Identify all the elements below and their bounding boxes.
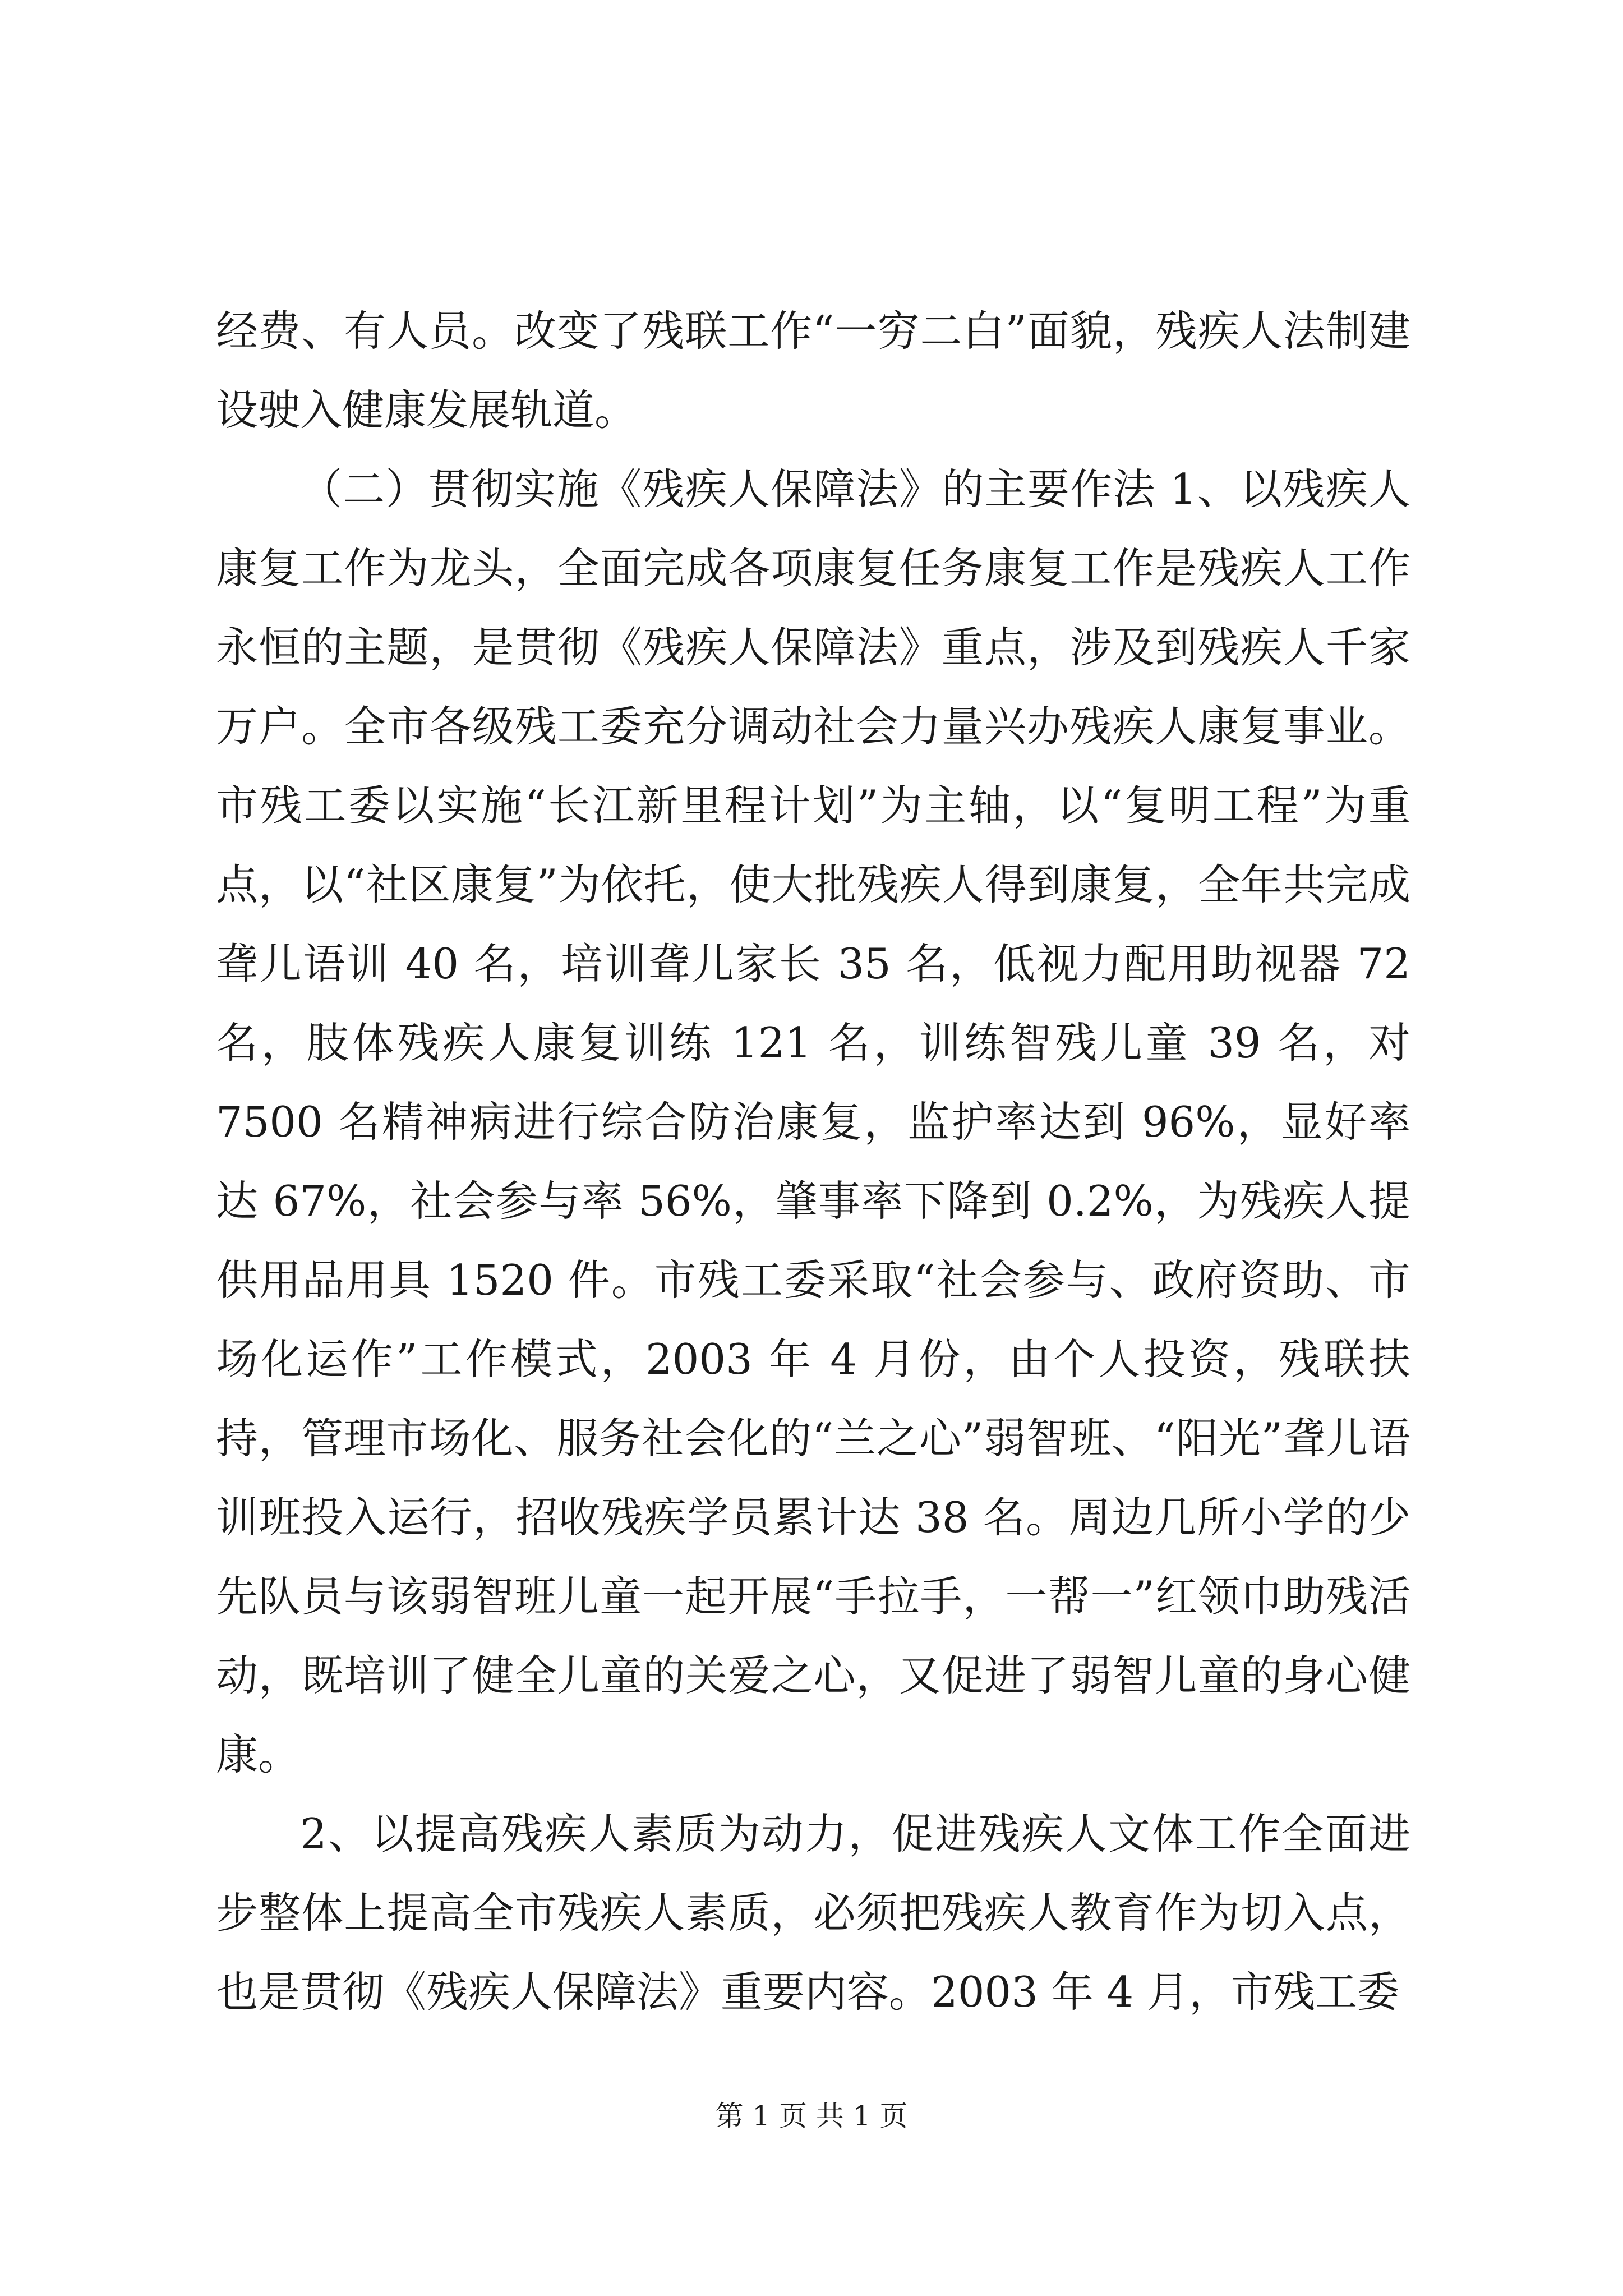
paragraph-quality: 2、以提高残疾人素质为动力，促进残疾人文体工作全面进步整体上提高全市残疾人素质，必须把残疾人教育作为切入点，也是贯彻《残疾人保障法》重要内容。2003 年 4 月，市残工委 xyxy=(216,1809,1410,2017)
page-footer: 第 1 页 共 1 页 xyxy=(715,2100,908,2132)
paragraph-implementation: （二）贯彻实施《残疾人保障法》的主要作法 1、以残疾人康复工作为龙头，全面完成各项康复任务康复工作是残疾人工作永恒的主题，是贯彻《残疾人保障法》重点，涉及到残疾人千家万户。全市各级残工委充分调动社会力量兴办残疾人康复事业。市残工委以实施“长江新里程计划”为主轴，以“复明工程”为重点，以“社区康复”为依托，使大批残疾人得到康复，全年共完成聋儿语训 40 名，培训聋儿家长 35 名，低视力配用助视器 72 名，肢体残疾人康复训练 121 名，训练智残儿童 39 名，对 7500 名精神病进行综合防治康复，监护率达到 96%，显好率达 67%，社会参与率 56%，肇事率下降到 0.2%，为残疾人提供用品用具 1520 件。市残工委采取“社会参与、政府资助、市场化运作”工作模式，2003 年 4 月份，由个人投资，残联扶持，管理市场化、服务社会化的“兰之心”弱智班、“阳光”聋儿语训班投入运行，招收残疾学员累计达 38 名。周边几所小学的少先队员与该弱智班儿童一起开展“手拉手，一帮一”红领巾助残活动，既培训了健全儿童的关爱之心，又促进了弱智儿童的身心健康。 xyxy=(216,464,1410,1779)
paragraph-continuation: 经费、有人员。改变了残联工作“一穷二白”面貌，残疾人法制建设驶入健康发展轨道。 xyxy=(216,306,1410,435)
document-body xyxy=(216,292,1410,2032)
